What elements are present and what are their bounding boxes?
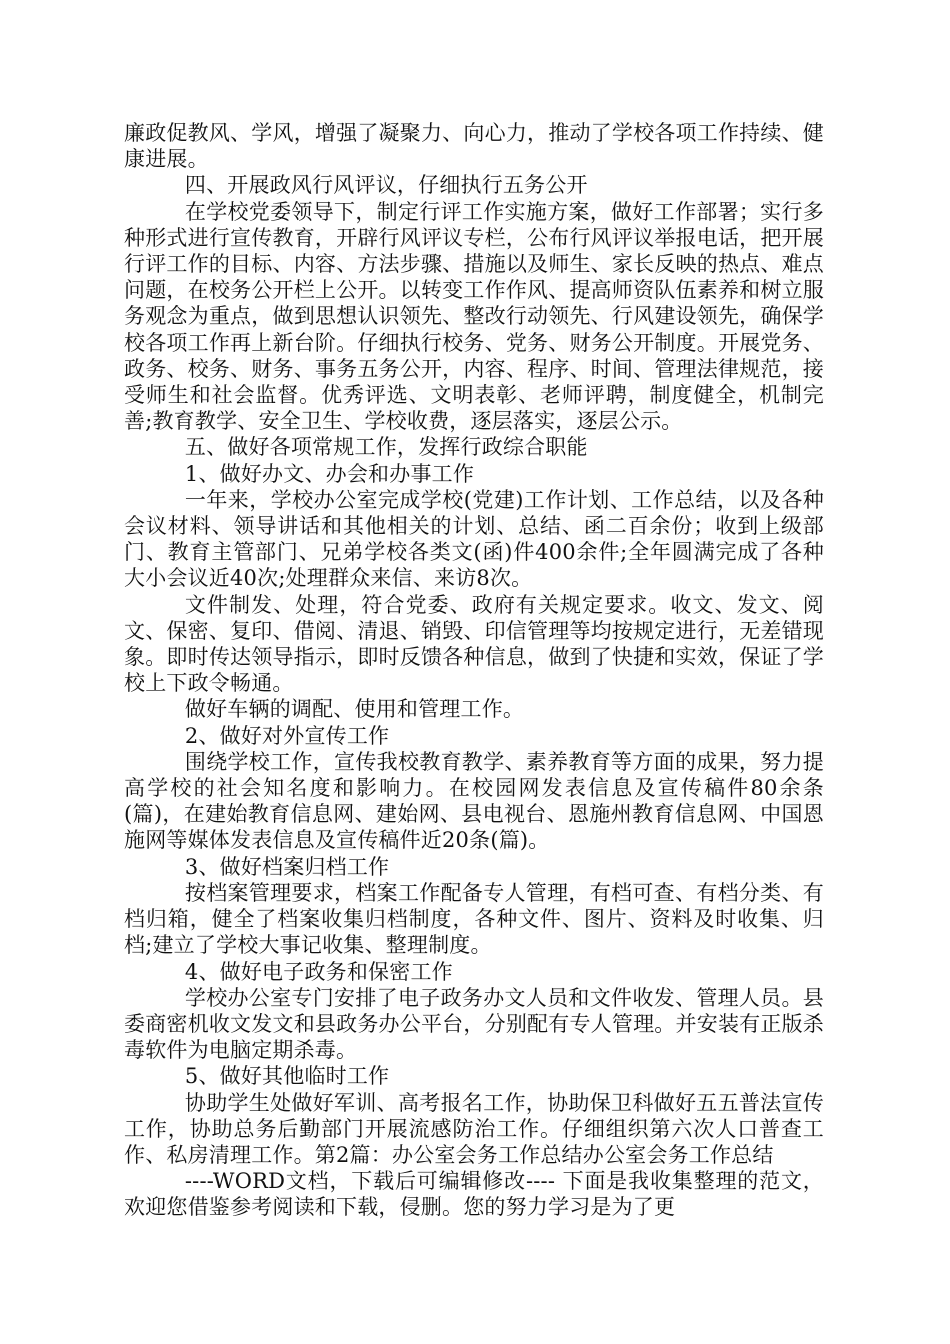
paragraph: 廉政促教风、学风，增强了凝聚力、向心力，推动了学校各项工作持续、健康进展。 [124,121,824,172]
paragraph: 做好车辆的调配、使用和管理工作。 [184,697,525,722]
subsection-heading: 2、做好对外宣传工作 [184,723,390,748]
paragraph: 文件制发、处理，符合党委、政府有关规定要求。收文、发文、阅文、保密、复印、借阅、清退、销毁、印信管理等均按规定进行，无差错现象。即时传达领导指示，即时反馈各种信息，做到了快捷和实效，保证了学校上下政令畅通。 [124,592,824,696]
section-heading: 五、做好各项常规工作，发挥行政综合职能 [184,435,588,460]
paragraph: 协助学生处做好军训、高考报名工作，协助保卫科做好五五普法宣传工作，协助总务后勤部门开展流感防治工作。仔细组织第六次人口普查工作、私房清理工作。第2篇：办公室会务工作总结办公室会务工作总结 [124,1090,824,1167]
paragraph: 一年来，学校办公室完成学校(党建)工作计划、工作总结，以及各种会议材料、领导讲话和其他相关的计划、总结、函二百余份；收到上级部门、教育主管部门、兄弟学校各类文(函)件400余件;全年圆满完成了各种大小会议近40次;处理群众来信、来访8次。 [124,487,824,591]
paragraph: 围绕学校工作，宣传我校教育教学、素养教育等方面的成果，努力提高学校的社会知名度和影响力。在校园网发表信息及宣传稿件80余条(篇)，在建始教育信息网、建始网、县电视台、恩施州教育信息网、中国恩施网等媒体发表信息及宣传稿件近20条(篇)。 [124,749,824,853]
subsection-heading: 4、做好电子政务和保密工作 [184,959,453,984]
paragraph: 按档案管理要求，档案工作配备专人管理，有档可查、有档分类、有档归箱，健全了档案收集归档制度，各种文件、图片、资料及时收集、归档;建立了学校大事记收集、整理制度。 [124,880,824,958]
paragraph: 学校办公室专门安排了电子政务办文人员和文件收发、管理人员。县委商密机收文发文和县政务办公平台，分别配有专人管理。并安装有正版杀毒软件为电脑定期杀毒。 [124,985,824,1063]
section-heading: 四、开展政风行风评议，仔细执行五务公开 [184,173,588,198]
subsection-heading: 3、做好档案归档工作 [184,854,390,879]
paragraph: ----WORD文档，下载后可编辑修改---- 下面是我收集整理的范文，欢迎您借鉴参考阅读和下载，侵删。您的努力学习是为了更 [124,1169,824,1220]
subsection-heading: 5、做好其他临时工作 [184,1064,390,1089]
document-body [124,120,824,1221]
subsection-heading: 1、做好办文、办会和办事工作 [184,461,475,486]
paragraph: 在学校党委领导下，制定行评工作实施方案，做好工作部署；实行多种形式进行宣传教育，开辟行风评议专栏，公布行风评议举报电话，把开展行评工作的目标、内容、方法步骤、措施以及师生、家长反映的热点、难点问题，在校务公开栏上公开。以转变工作作风、提高师资队伍素养和树立服务观念为重点，做到思想认识领先、整改行动领先、行风建设领先，确保学校各项工作再上新台阶。仔细执行校务、党务、财务公开制度。开展党务、政务、校务、财务、事务五务公开，内容、程序、时间、管理法律规范，接受师生和社会监督。优秀评选、文明表彰、老师评聘，制度健全，机制完善;教育教学、安全卫生、学校收费，逐层落实，逐层公示。 [124,199,824,434]
